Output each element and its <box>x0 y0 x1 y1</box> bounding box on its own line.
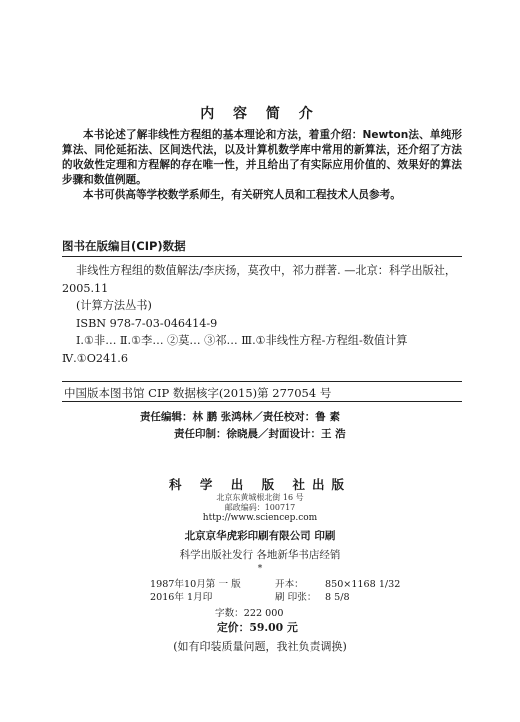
print-date: 2016年 1月印 <box>150 592 213 603</box>
separator-star: * <box>257 564 263 574</box>
staff-line: 责任编辑：林 鹏 张鸿林／责任校对：鲁 素 <box>140 411 340 423</box>
quality-notice: (如有印装质量问题，我社负责调换) <box>173 640 347 653</box>
staff-line: 责任印制：徐晓晨／封面设计：王 浩 <box>174 428 346 440</box>
format-label: 开本： <box>275 579 304 590</box>
sheets-value: 8 5/8 <box>325 592 350 603</box>
cip-record <box>62 262 462 367</box>
word-count: 字数：222 000 <box>215 608 284 619</box>
publisher-name: 科 学 出 版 社出版 <box>169 477 351 492</box>
summary-paragraph: 本书可供高等学校数学系师生，有关研究人员和工程技术人员参考。 <box>83 189 401 201</box>
publisher-address: 北京东黄城根北街 16 号 <box>216 493 304 502</box>
printer-line: 北京京华虎彩印刷有限公司 印刷 <box>184 530 336 542</box>
cip-heading: 图书在版编目(CIP)数据 <box>62 239 186 253</box>
edition-specs <box>150 578 400 604</box>
edition-date: 1987年10月第 一 版 <box>150 579 241 590</box>
summary-body <box>62 128 462 203</box>
summary-title: 内 容 简 介 <box>200 106 320 122</box>
divider <box>62 256 462 257</box>
divider <box>62 381 462 382</box>
cip-record-number: 中国版本图书馆 CIP 数据核字(2015)第 277054 号 <box>64 386 332 400</box>
cip-line: (计算方法丛书) <box>76 299 152 312</box>
price: 定价：59.00 元 <box>217 621 298 634</box>
publisher-postcode: 邮政编码：100717 <box>224 503 296 512</box>
distribution-line: 科学出版社发行 各地新华书店经销 <box>179 549 341 561</box>
divider <box>62 401 462 402</box>
format-value: 850×1168 1/32 <box>325 579 401 590</box>
publisher-website: http://www.sciencep.com <box>202 513 318 523</box>
cip-line: ISBN 978-7-03-046414-9 <box>76 316 218 330</box>
cip-line: 非线性方程组的数值解法/李庆扬，莫孜中，祁力群著. —北京：科学出版社，2005.11 <box>62 264 457 295</box>
sheets-label: 刷 印张： <box>275 592 317 603</box>
summary-paragraph: 本书论述了解非线性方程组的基本理论和方法，着重介绍：Newton法、单纯形算法、同伦延拓法、区间迭代法，以及计算机数学库中常用的新算法，还介绍了方法的收敛性定理和方程解的存在唯一性，并且给出了有实际应用价值的、效果好的算法步骤和数值例题。 <box>62 129 462 186</box>
cip-line: Ⅰ.①非… Ⅱ.①李… ②莫… ③祁… Ⅲ.①非线性方程-方程组-数值计算 Ⅳ.①O241.6 <box>62 334 408 365</box>
